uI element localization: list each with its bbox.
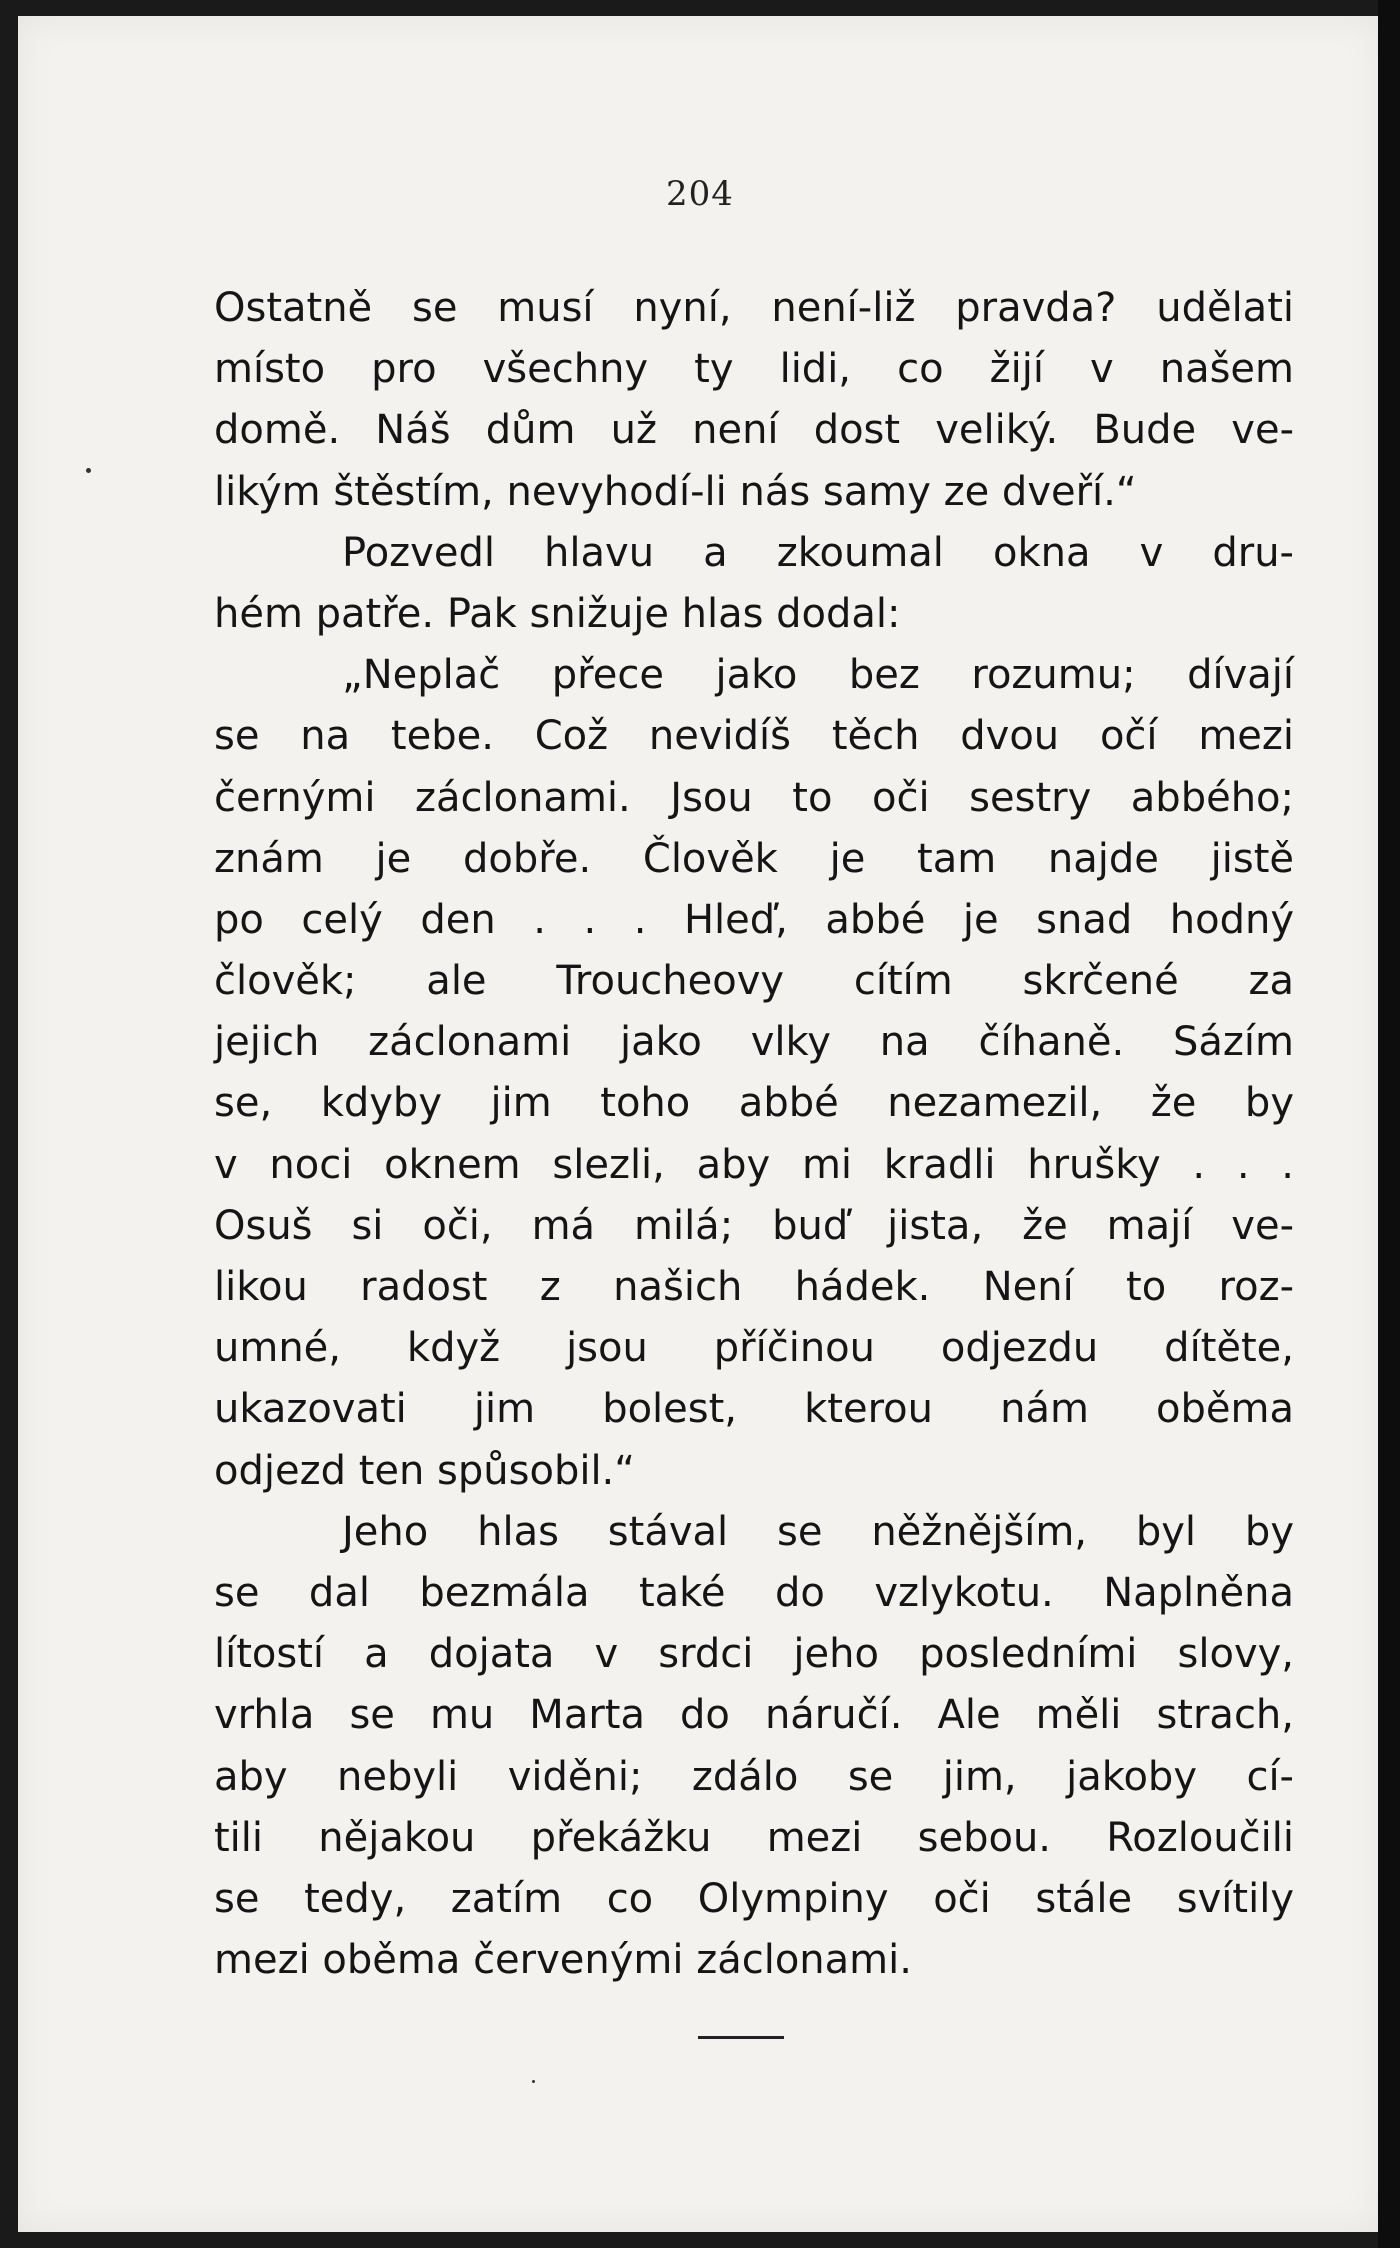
paper-speck (532, 2080, 535, 2083)
text-line: se tedy, zatím co Olympiny oči stále svítily (214, 1875, 1294, 1922)
text-line: se, kdyby jim toho abbé nezamezil, že by (214, 1080, 1294, 1127)
text-line: Osuš si oči, má milá; buď jista, že mají ve- (214, 1202, 1294, 1249)
end-rule (698, 2036, 784, 2039)
page-edge-shadow (1378, 0, 1400, 2248)
text-line: vrhla se mu Marta do náručí. Ale měli strach, (214, 1692, 1294, 1739)
text-line: černými záclonami. Jsou to oči sestry abbého; (214, 774, 1294, 821)
text-line: Pozvedl hlavu a zkoumal okna v dru- (342, 529, 1294, 576)
text-line: se dal bezmála také do vzlykotu. Naplněna (214, 1569, 1294, 1616)
text-line: tili nějakou překážku mezi sebou. Rozloučili (214, 1814, 1294, 1861)
text-line: člověk; ale Troucheovy cítím skrčené za (214, 958, 1294, 1005)
text-line: v noci oknem slezli, aby mi kradli hrušky . . . (214, 1141, 1294, 1188)
text-line: domě. Náš dům už není dost veliký. Bude ve- (214, 407, 1294, 454)
paper-speck (86, 468, 91, 473)
text-line: Jeho hlas stával se něžnějším, byl by (342, 1508, 1294, 1555)
page-number: 204 (666, 174, 734, 214)
body-text (214, 278, 1294, 1991)
text-line: Ostatně se musí nyní, není-liž pravda? udělati (214, 285, 1294, 331)
text-line: odjezd ten spůsobil.“ (214, 1447, 635, 1494)
text-line: aby nebyli viděni; zdálo se jim, jakoby cí- (214, 1753, 1294, 1800)
book-page (18, 16, 1382, 2232)
text-line: mezi oběma červenými záclonami. (214, 1937, 912, 1984)
text-line: se na tebe. Což nevidíš těch dvou očí mezi (214, 713, 1294, 760)
text-line: jejich záclonami jako vlky na číhaně. Sázím (214, 1019, 1294, 1066)
text-line: místo pro všechny ty lidi, co žijí v našem (214, 346, 1294, 393)
text-line: lítostí a dojata v srdci jeho posledními slovy, (214, 1631, 1294, 1678)
text-line: znám je dobře. Člověk je tam najde jistě (214, 835, 1294, 882)
text-line: likou radost z našich hádek. Není to roz- (214, 1264, 1294, 1310)
text-line: umné, když jsou příčinou odjezdu dítěte, (214, 1325, 1294, 1372)
text-line: hém patře. Pak snižuje hlas dodal: (214, 590, 901, 637)
text-line: „Neplač přece jako bez rozumu; dívají (342, 652, 1294, 699)
text-line: likým štěstím, nevyhodí-li nás samy ze dveří.“ (214, 468, 1137, 515)
text-line: po celý den . . . Hleď, abbé je snad hodný (214, 896, 1294, 943)
text-line: ukazovati jim bolest, kterou nám oběma (214, 1386, 1294, 1433)
